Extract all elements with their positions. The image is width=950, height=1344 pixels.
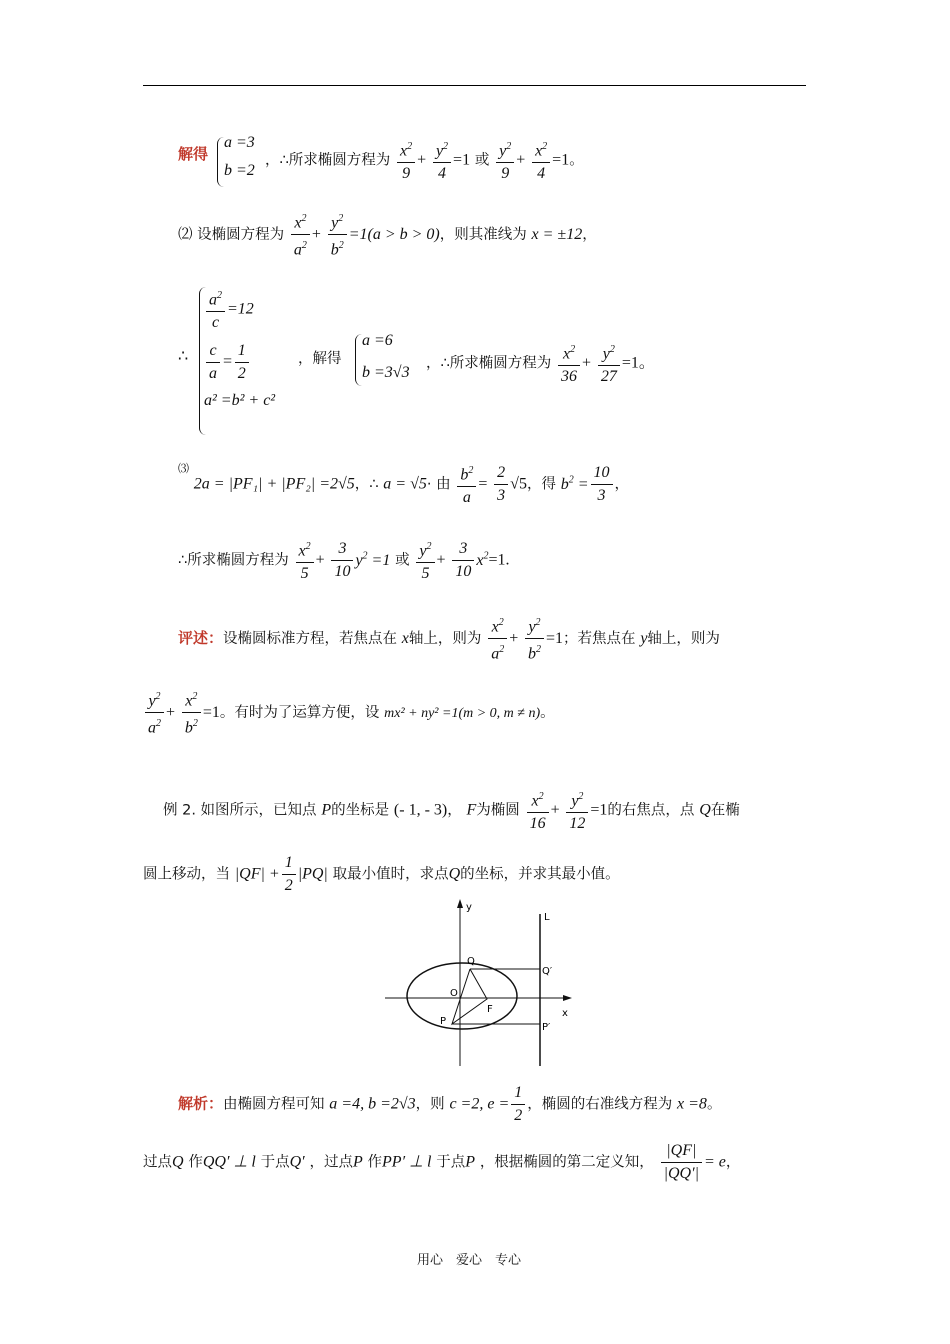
b-value-2: b =3√3: [362, 364, 410, 381]
q-label: Q: [467, 956, 475, 967]
x-label: x: [562, 1008, 568, 1019]
l2f: 于点: [436, 1154, 466, 1171]
l2e: 作: [367, 1154, 383, 1171]
review-line-2: $\frac{y^2}{a^2}$ + $\frac{x^2}{b^2}$ =1。有时为了运算方便，设 mx² + ny² =1(m > 0, m ≠ n)。: [143, 686, 555, 740]
solve-text: ，解得: [298, 351, 342, 367]
l-label: L: [544, 912, 550, 923]
system-eq-2: $\frac{c}{a}$ = $\frac{1}{2}$: [204, 340, 251, 385]
review-label: 评述：: [178, 628, 224, 647]
l2b: 作: [188, 1154, 203, 1171]
ex2-l2a: 圆上移动，当: [143, 866, 230, 883]
header-rule: [143, 85, 806, 86]
example-2-line-1: 例 2. 如图所示，已知点 P的坐标是 (- 1, - 3)， F为椭圆 $\frac{x^2}{16}$ + $\frac{y^2}{12}$ =1的右焦点，点 Q在椭: [163, 786, 740, 835]
l2d: ，过点: [309, 1154, 353, 1171]
analysis-dir: x =8: [677, 1095, 707, 1113]
analysis-end: 。: [706, 1096, 722, 1113]
or-3: 或: [395, 552, 410, 569]
part-3-label: ⑶: [178, 463, 189, 475]
ex2-t5: 在椭: [710, 802, 740, 819]
x-arrow: [563, 995, 572, 1001]
period: 。: [569, 152, 584, 169]
text-3: ，∴所求椭圆方程为: [426, 355, 552, 372]
ellipse: [407, 963, 517, 1029]
ex2-t3: 为椭圆: [476, 802, 520, 819]
b-value: b =2: [224, 162, 255, 179]
comma-3: ，: [614, 476, 630, 493]
text-1: ，∴所求椭圆方程为: [265, 152, 391, 169]
analysis-t1: 由椭圆方程可知: [223, 1096, 325, 1113]
or-text: 或: [474, 152, 490, 169]
system-brace: [217, 137, 224, 187]
example-2-line-2: 圆上移动，当 |QF| + $\frac{1}{2}$ |PQ| 取最小值时，求点Q的坐标，并求其最小值。: [143, 854, 620, 894]
review-line-1: 评述：设椭圆标准方程，若焦点在 x轴上，则为 $\frac{x^2}{a^2}$ + $\frac{y^2}{b^2}$ =1；若焦点在 y轴上，则为: [178, 612, 720, 666]
ex2-l2b: 取最小值时，求点: [332, 866, 449, 883]
ex2-t4: 的右焦点，点: [607, 802, 695, 819]
f-label: F: [487, 1004, 493, 1015]
part-2-label: ⑵ 设椭圆方程为: [178, 226, 285, 243]
l2c: 于点: [260, 1154, 290, 1171]
result-equation-2: ，∴所求椭圆方程为 $\frac{x^2}{36}$ + $\frac{y^2}{27}$ =1。: [426, 339, 655, 388]
equation-line-2: ⑵ 设椭圆方程为 $\frac{x^2}{a^2}$ + $\frac{y^2}{b^2}$ =1(a > b > 0)，则其准线为 x = ±12，: [178, 208, 597, 262]
analysis-vals: a =4, b =2√3: [329, 1095, 416, 1113]
analysis-t2: ，则: [415, 1096, 445, 1113]
text-2: ，则其准线为: [439, 226, 527, 243]
equation-line-1: ，∴所求椭圆方程为 $\frac{x^2}{9}$ + $\frac{y^2}{4}$ =1 或 $\frac{y^2}{9}$ + $\frac{x^2}{4}$ =1。: [265, 136, 584, 185]
a-value: a =3: [224, 134, 255, 151]
solution-label: 解得: [178, 145, 209, 163]
review-t4: 轴上，则为: [647, 630, 720, 647]
p-prime-label: P′: [542, 1022, 551, 1033]
condition: =1(a > b > 0): [348, 225, 440, 243]
footer-text: 用心 爱心 专心: [417, 1253, 522, 1268]
review-t5: 。有时为了运算方便，设: [219, 704, 380, 721]
review-t2: 轴上，则为: [408, 630, 482, 647]
from-text: · 由: [426, 476, 451, 493]
end-3: =1.: [488, 551, 510, 569]
text-4: ∴所求椭圆方程为: [178, 552, 289, 569]
l2g: ，根据椭圆的第二定义知，: [479, 1154, 654, 1171]
result-equation-3: ∴所求椭圆方程为 $\frac{x^2}{5}$ + $\frac{3}{10}$ $y^2 =1$ 或 $\frac{y^2}{5}$ + $\frac{3}{10}$ $x^2=1$.: [178, 536, 509, 585]
y-arrow: [457, 899, 463, 908]
therefore-symbol: ∴: [178, 348, 189, 365]
review-eq: mx² + ny² =1(m > 0, m ≠ n): [384, 705, 541, 721]
p-label: P: [440, 1016, 447, 1027]
ellipse-figure: [380, 896, 590, 1071]
a-six: a =6: [362, 332, 393, 349]
p-coord: (- 1, - 3): [393, 801, 448, 819]
review-t1: 设椭圆标准方程，若焦点在: [223, 630, 398, 647]
directrix: x = ±12: [531, 225, 583, 243]
analysis-line-1: 解析：由椭圆方程可知 a =4, b =2√3，则 c =2, e = $\frac{1}{2}$ ，椭圆的右准线方程为 x =8。: [178, 1084, 722, 1124]
review-end: 。: [540, 704, 555, 721]
system-eq-1: $\frac{a^2}{c}$ =12: [204, 285, 254, 334]
y-label: y: [466, 902, 472, 913]
comma: ，: [582, 226, 597, 243]
analysis-t3: ，椭圆的右准线方程为: [527, 1096, 673, 1113]
system-brace-3: [355, 334, 362, 386]
sum-eq: 2a = |PF₁| + |PF₂| =2√5: [193, 475, 355, 493]
equation-line-3: ⑶ 2a = |PF₁| + |PF₂| =2√5，∴ a = √5· 由 $\frac{b^2}{a}$ = $\frac{2}{3}$ √5，得 $b^2$ = $\frac{10}{3}$ ，: [178, 460, 629, 509]
review-t3: ；若焦点在: [563, 630, 636, 647]
analysis-line-2: 过点Q 作QQ′ ⊥ l 于点Q′ ，过点P 作PP′ ⊥ l 于点P ，根据椭圆的第二定义知， $\frac{|QF|}{|QQ'|}$ = e，: [143, 1142, 741, 1182]
analysis-label: 解析：: [178, 1094, 224, 1113]
ex2-t1: 例 2. 如图所示，已知点: [163, 802, 317, 819]
ex2-l2c: 的坐标，并求其最小值。: [460, 866, 620, 883]
l2a: 过点: [143, 1154, 172, 1171]
end-2: =1。: [621, 354, 655, 372]
therefore-3: ，∴: [354, 476, 379, 493]
a-sqrt5: a = √5: [383, 475, 427, 493]
system-eq-3: a² =b² + c²: [204, 392, 276, 409]
q-prime-label: Q′: [542, 966, 553, 977]
ex2-t2: 的坐标是: [331, 802, 390, 819]
o-label: O: [450, 988, 458, 999]
get-text: ，得: [526, 476, 556, 493]
